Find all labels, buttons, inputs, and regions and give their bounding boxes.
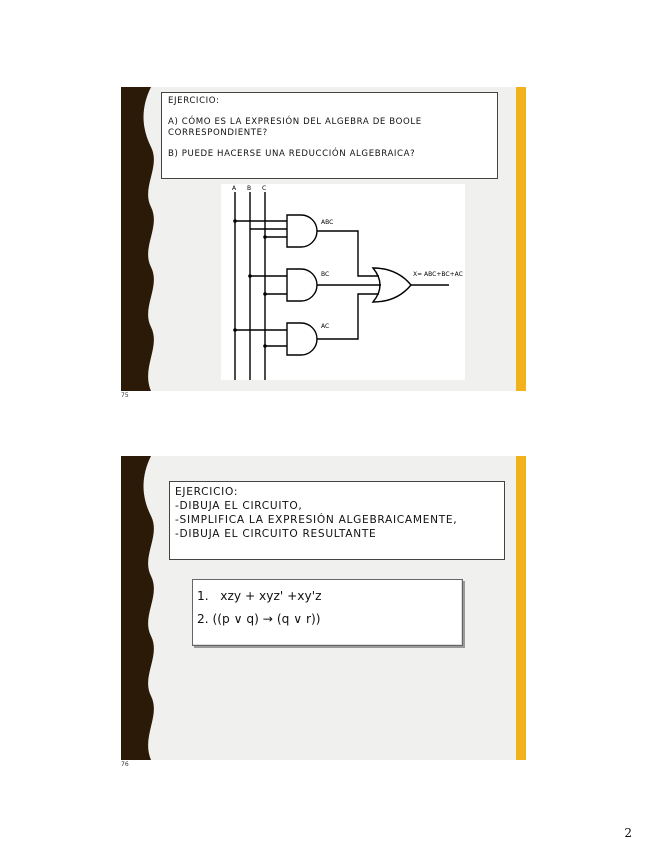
- exercise-title: EJERCICIO:: [175, 486, 239, 498]
- output-expression: X= ABC+BC+AC: [413, 271, 463, 278]
- page-number: 2: [624, 826, 632, 840]
- slide-75: [121, 87, 526, 391]
- input-label-b: B: [247, 185, 252, 192]
- instruction-draw-result: -DIBUJA EL CIRCUITO RESULTANTE: [175, 528, 377, 540]
- accent-bar: [516, 87, 526, 391]
- instruction-simplify: -SIMPLIFICA LA EXPRESIÓN ALGEBRAICAMENTE,: [175, 514, 458, 526]
- exercise-title: EJERCICIO:: [168, 96, 220, 106]
- formula-2: 2. ((p ∨ q) → (q ∨ r)): [197, 612, 321, 626]
- gate-label-abc: ABC: [321, 219, 334, 226]
- slide-number-75: 75: [121, 392, 129, 399]
- decorative-wave-edge: [121, 87, 155, 391]
- formulas-box: [192, 579, 463, 646]
- slide-76: [121, 456, 526, 760]
- input-label-a: A: [232, 185, 237, 192]
- exercise-text-box: [161, 92, 498, 179]
- decorative-wave-edge: [121, 456, 155, 760]
- exercise-text-box: [169, 481, 505, 560]
- gate-label-ac: AC: [321, 323, 330, 330]
- accent-bar: [516, 456, 526, 760]
- formula-1: 1. xzy + xyz' +xy'z: [197, 589, 322, 603]
- logic-circuit-diagram: [221, 184, 465, 380]
- gate-label-bc: BC: [321, 271, 330, 278]
- question-a: A) CÓMO ES LA EXPRESIÓN DEL ALGEBRA DE BOOLE CORRESPONDIENTE?: [168, 117, 422, 138]
- input-label-c: C: [262, 185, 267, 192]
- question-b: B) PUEDE HACERSE UNA REDUCCIÓN ALGEBRAICA?: [168, 149, 416, 159]
- slide-number-76: 76: [121, 761, 129, 768]
- instruction-draw: -DIBUJA EL CIRCUITO,: [175, 500, 303, 512]
